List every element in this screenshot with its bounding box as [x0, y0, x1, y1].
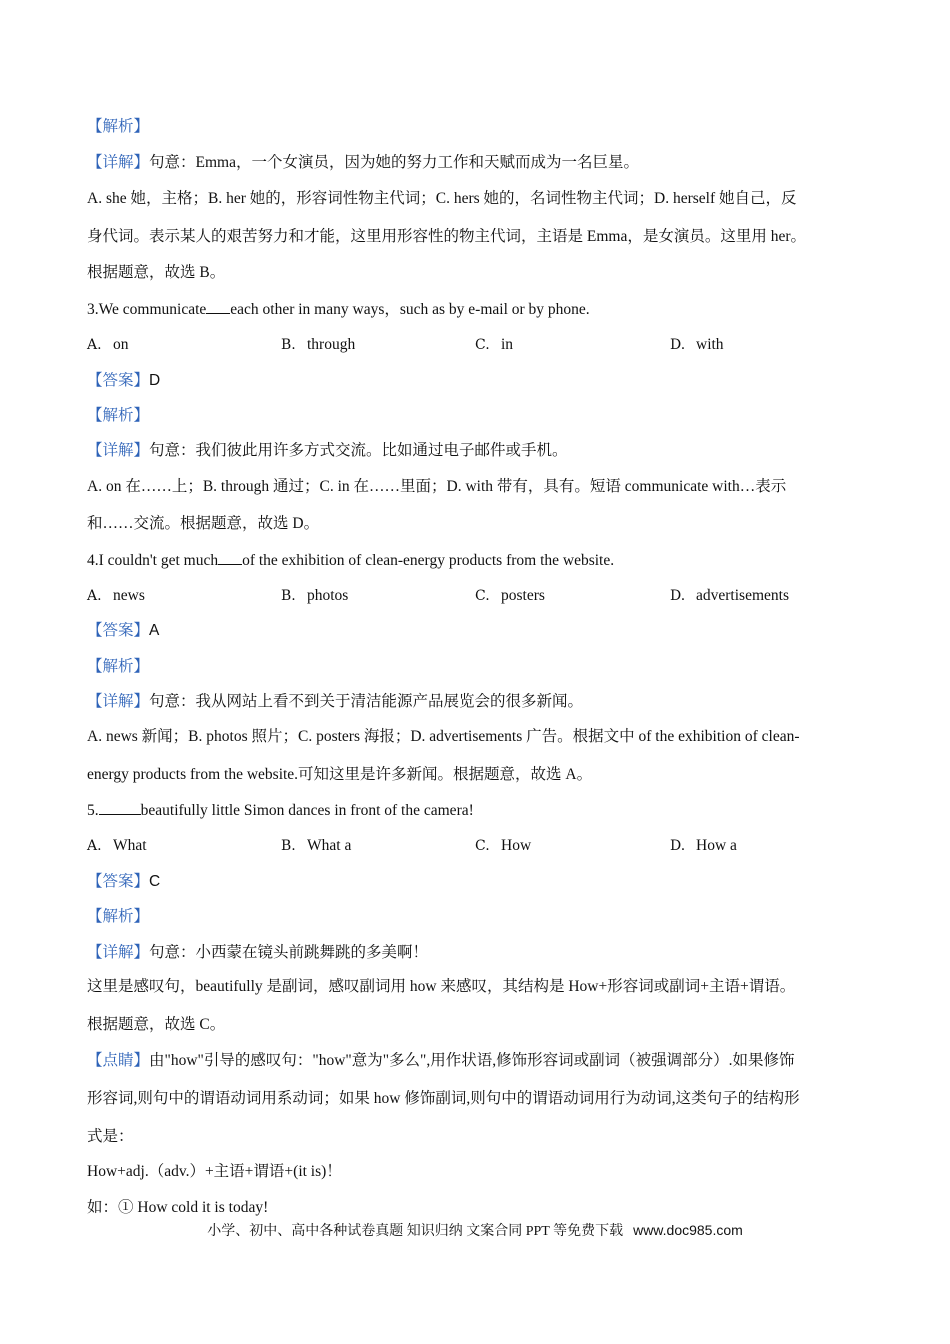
answer-line: 【答案】D	[87, 372, 161, 389]
explanation-line: 身代词。表示某人的艰苦努力和才能，这里用形容性的物主代词，主语是 Emma，是女演员。这里用 her。	[87, 228, 807, 245]
question-3: 3.We communicate each other in many ways，such as by e-mail or by phone.	[87, 301, 590, 318]
tip-line: 【点睛】由"how"引导的感叹句："how"意为"多么",用作状语,修饰形容词或副词（被强调部分）.如果修饰	[87, 1052, 795, 1069]
option-a: A. on	[87, 336, 129, 353]
tip-line: 如：① How cold it is today!	[87, 1199, 269, 1216]
tip-line: 式是：	[87, 1128, 134, 1145]
option-c: C. How	[475, 837, 532, 854]
tip-line: How+adj.（adv.）+主语+谓语+(it is)！	[87, 1163, 342, 1180]
option-b: B. What a	[281, 837, 352, 854]
explanation-line: A. she 她，主格；B. her 她的，形容词性物主代词；C. hers 她的，名词性物主代词；D. herself 她自己，反	[87, 190, 797, 207]
option-a: A. What	[87, 837, 147, 854]
question-4: 4.I couldn't get much of the exhibition of clean-energy products from the website.	[87, 552, 615, 569]
option-b: B. through	[281, 336, 356, 353]
detail-line: 【详解】句意：我从网站上看不到关于清洁能源产品展览会的很多新闻。	[87, 693, 584, 710]
footer-link[interactable]: www.doc985.com	[633, 1222, 743, 1238]
question-5-options	[87, 836, 867, 856]
explanation-line: 这里是感叹句，beautifully 是副词，感叹副词用 how 来感叹，其结构是 How+形容词或副词+主语+谓语。	[87, 978, 796, 995]
explanation-line: 根据题意，故选 B。	[87, 264, 226, 281]
analysis-heading: 【解析】	[87, 118, 150, 135]
explanation-line: A. on 在……上；B. through 通过；C. in 在……里面；D. with 带有，具有。短语 communicate with…表示	[87, 478, 787, 495]
answer-line: 【答案】A	[87, 622, 160, 639]
detail-line: 【详解】句意：我们彼此用许多方式交流。比如通过电子邮件或手机。	[87, 442, 568, 459]
detail-line: 【详解】句意：小西蒙在镜头前跳舞跳的多美啊！	[87, 944, 429, 961]
explanation-line: A. news 新闻；B. photos 照片；C. posters 海报；D. advertisements 广告。根据文中 of the exhibition of clean-	[87, 728, 800, 745]
question-4-options	[87, 586, 867, 606]
option-c: C. posters	[475, 587, 545, 604]
answer-blank	[99, 800, 141, 815]
answer-blank	[206, 299, 230, 314]
option-b: B. photos	[281, 587, 349, 604]
answer-line: 【答案】C	[87, 873, 161, 890]
question-3-options	[87, 335, 867, 355]
analysis-heading: 【解析】	[87, 658, 150, 675]
option-d: D. with	[670, 336, 724, 353]
detail-line: 【详解】句意：Emma，一个女演员，因为她的努力工作和天赋而成为一名巨星。	[87, 154, 639, 171]
question-5: 5. beautifully little Simon dances in front of the camera!	[87, 802, 474, 819]
explanation-line: energy products from the website.可知这里是许多新闻。根据题意，故选 A。	[87, 766, 593, 783]
page-footer: 小学、初中、高中各种试卷真题 知识归纳 文案合同 PPT 等免费下载 www.doc985.com	[207, 1222, 743, 1239]
tip-line: 形容词,则句中的谓语动词用系动词；如果 how 修饰副词,则句中的谓语动词用行为动词,这类句子的结构形	[87, 1090, 800, 1107]
option-a: A. news	[87, 587, 145, 604]
option-d: D. advertisements	[670, 587, 789, 604]
explanation-line: 根据题意，故选 C。	[87, 1016, 226, 1033]
option-d: D. How a	[670, 837, 737, 854]
explanation-line: 和……交流。根据题意，故选 D。	[87, 515, 320, 532]
option-c: C. in	[475, 336, 514, 353]
analysis-heading: 【解析】	[87, 407, 150, 424]
answer-blank	[218, 550, 242, 565]
analysis-heading: 【解析】	[87, 908, 150, 925]
